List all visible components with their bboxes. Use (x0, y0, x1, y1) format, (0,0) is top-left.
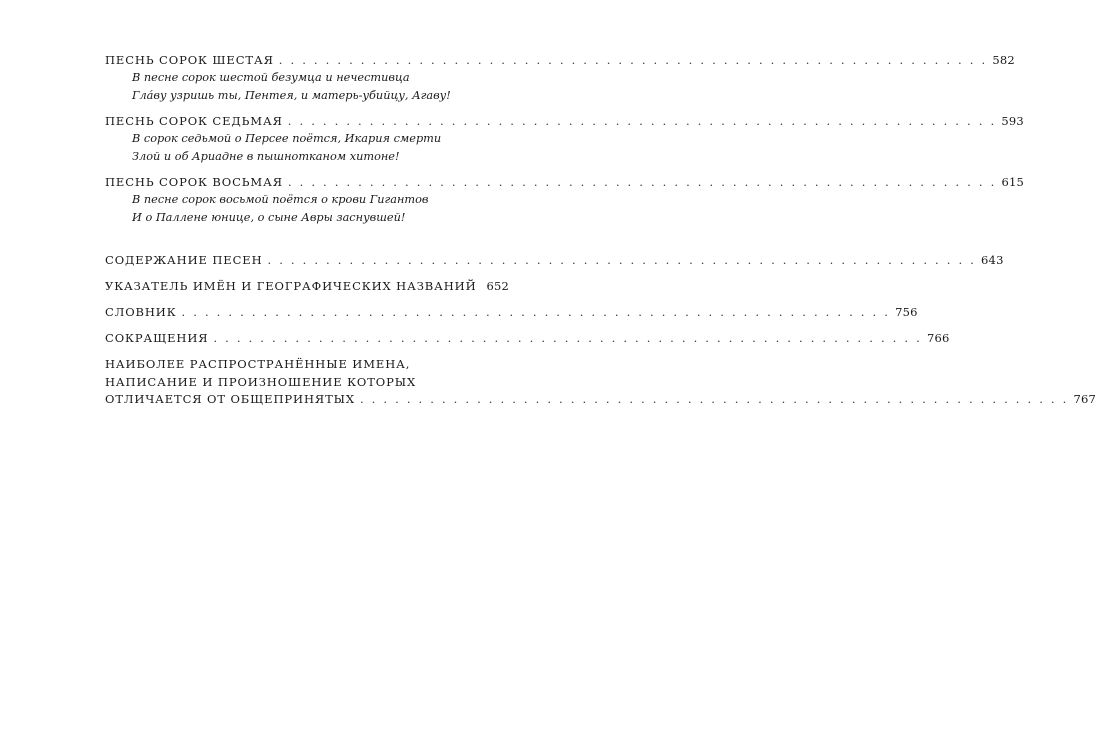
toc-page-number: 652 (486, 279, 510, 293)
toc-entry-title: СОКРАЩЕНИЯ (105, 331, 209, 345)
toc-page-number: 643 (981, 253, 1004, 267)
toc-entry-common-names[interactable] (105, 356, 1096, 408)
toc-entry-verse-line: В песне сорок шестой безумца и нечестивца (132, 71, 410, 84)
toc-entry-title: СОДЕРЖАНИЕ ПЕСЕН (105, 253, 263, 267)
toc-entry-title: СЛОВНИК (105, 305, 177, 319)
toc-entry-abbreviations[interactable] (105, 330, 950, 347)
dot-leader: . . . . . . . . . . . . . . . . . . . . . . . . . . . . . . . . . . . . . . . . . . . . . . . . . . . . . . . . . . . . . (267, 253, 977, 267)
toc-entry-verse-line: Гла́ву узришь ты, Пентея, и матерь-убийцу, Агаву! (132, 88, 451, 102)
toc-page-number: 766 (926, 331, 950, 345)
toc-entry-title-line: ОТЛИЧАЕТСЯ ОТ ОБЩЕПРИНЯТЫХ (105, 392, 355, 406)
dot-leader: . . . . . . . . . . . . . . . . . . . . . . . . . . . . . . . . . . . . . . . . . . . . . . . . . . . . . . . . . . . . . (287, 175, 997, 189)
toc-page-number: 767 (1073, 392, 1096, 406)
dot-leader: . . . . . . . . . . . . . . . . . . . . . . . . . . . . . . . . . . . . . . . . . . . . . . . . . . . . . . . . . . . . . (287, 114, 997, 128)
toc-entry-title: ПЕСНЬ СОРОК ВОСЬМАЯ (105, 175, 283, 189)
toc-entry-title-line: НАИБОЛЕЕ РАСПРОСТРАНЁННЫЕ ИМЕНА, (105, 357, 411, 371)
dot-leader: . . . . . . . . . . . . . . . . . . . . . . . . . . . . . . . . . . . . . . . . . . . . . . . . . . . . . . . . . . . . . (181, 305, 891, 319)
toc-entry-canto-46[interactable] (105, 52, 1015, 104)
dot-leader: . . . . . . . . . . . . . . . . . . . . . . . . . . . . . . . . . . . . . . . . . . . . . . . . . . . . . . . . . . . . . (213, 331, 922, 345)
toc-entry-canto-48[interactable] (105, 174, 1024, 226)
toc-entry-title: ПЕСНЬ СОРОК ШЕСТАЯ (105, 53, 274, 67)
toc-entry-title-line: НАПИСАНИЕ И ПРОИЗНОШЕНИЕ КОТОРЫХ (105, 374, 417, 389)
dot-leader: . . . . . . . . . . . . . . . . . . . . . . . . . . . . . . . . . . . . . . . . . . . . . . . . . . . . . . . . . . . . . (278, 53, 988, 67)
dot-leader: . . . . . . . . . . . . . . . . . . . . . . . . . . . . . . . . . . . . . . . . . . . . . . . . . . . . . . . . . . . . . (359, 392, 1069, 406)
toc-entry-verse-line: В сорок седьмой о Персее поётся, Икария смерти (132, 132, 442, 145)
section-spacer (105, 235, 477, 252)
toc-entry-glossary[interactable] (105, 304, 918, 321)
table-of-contents (105, 52, 1096, 417)
toc-page-number: 615 (1001, 175, 1024, 189)
toc-entry-verse-line: И о Паллене юнице, о сыне Авры заснувшей! (132, 210, 406, 224)
toc-page-number: 756 (895, 305, 918, 319)
toc-entry-name-index[interactable] (105, 278, 510, 295)
toc-entry-verse-line: В песне сорок восьмой поётся о крови Гигантов (132, 193, 429, 206)
toc-page-number: 593 (1001, 114, 1024, 128)
toc-entry-title: ПЕСНЬ СОРОК СЕДЬМАЯ (105, 114, 283, 128)
toc-entry-canto-47[interactable] (105, 113, 1024, 165)
toc-entry-contents[interactable] (105, 252, 1004, 269)
toc-entry-title: УКАЗАТЕЛЬ ИМЁН И ГЕОГРАФИЧЕСКИХ НАЗВАНИЙ (105, 279, 477, 293)
toc-entry-verse-line: Злой и об Ариадне в пышнотканом хитоне! (132, 149, 400, 163)
toc-page-number: 582 (992, 53, 1015, 67)
